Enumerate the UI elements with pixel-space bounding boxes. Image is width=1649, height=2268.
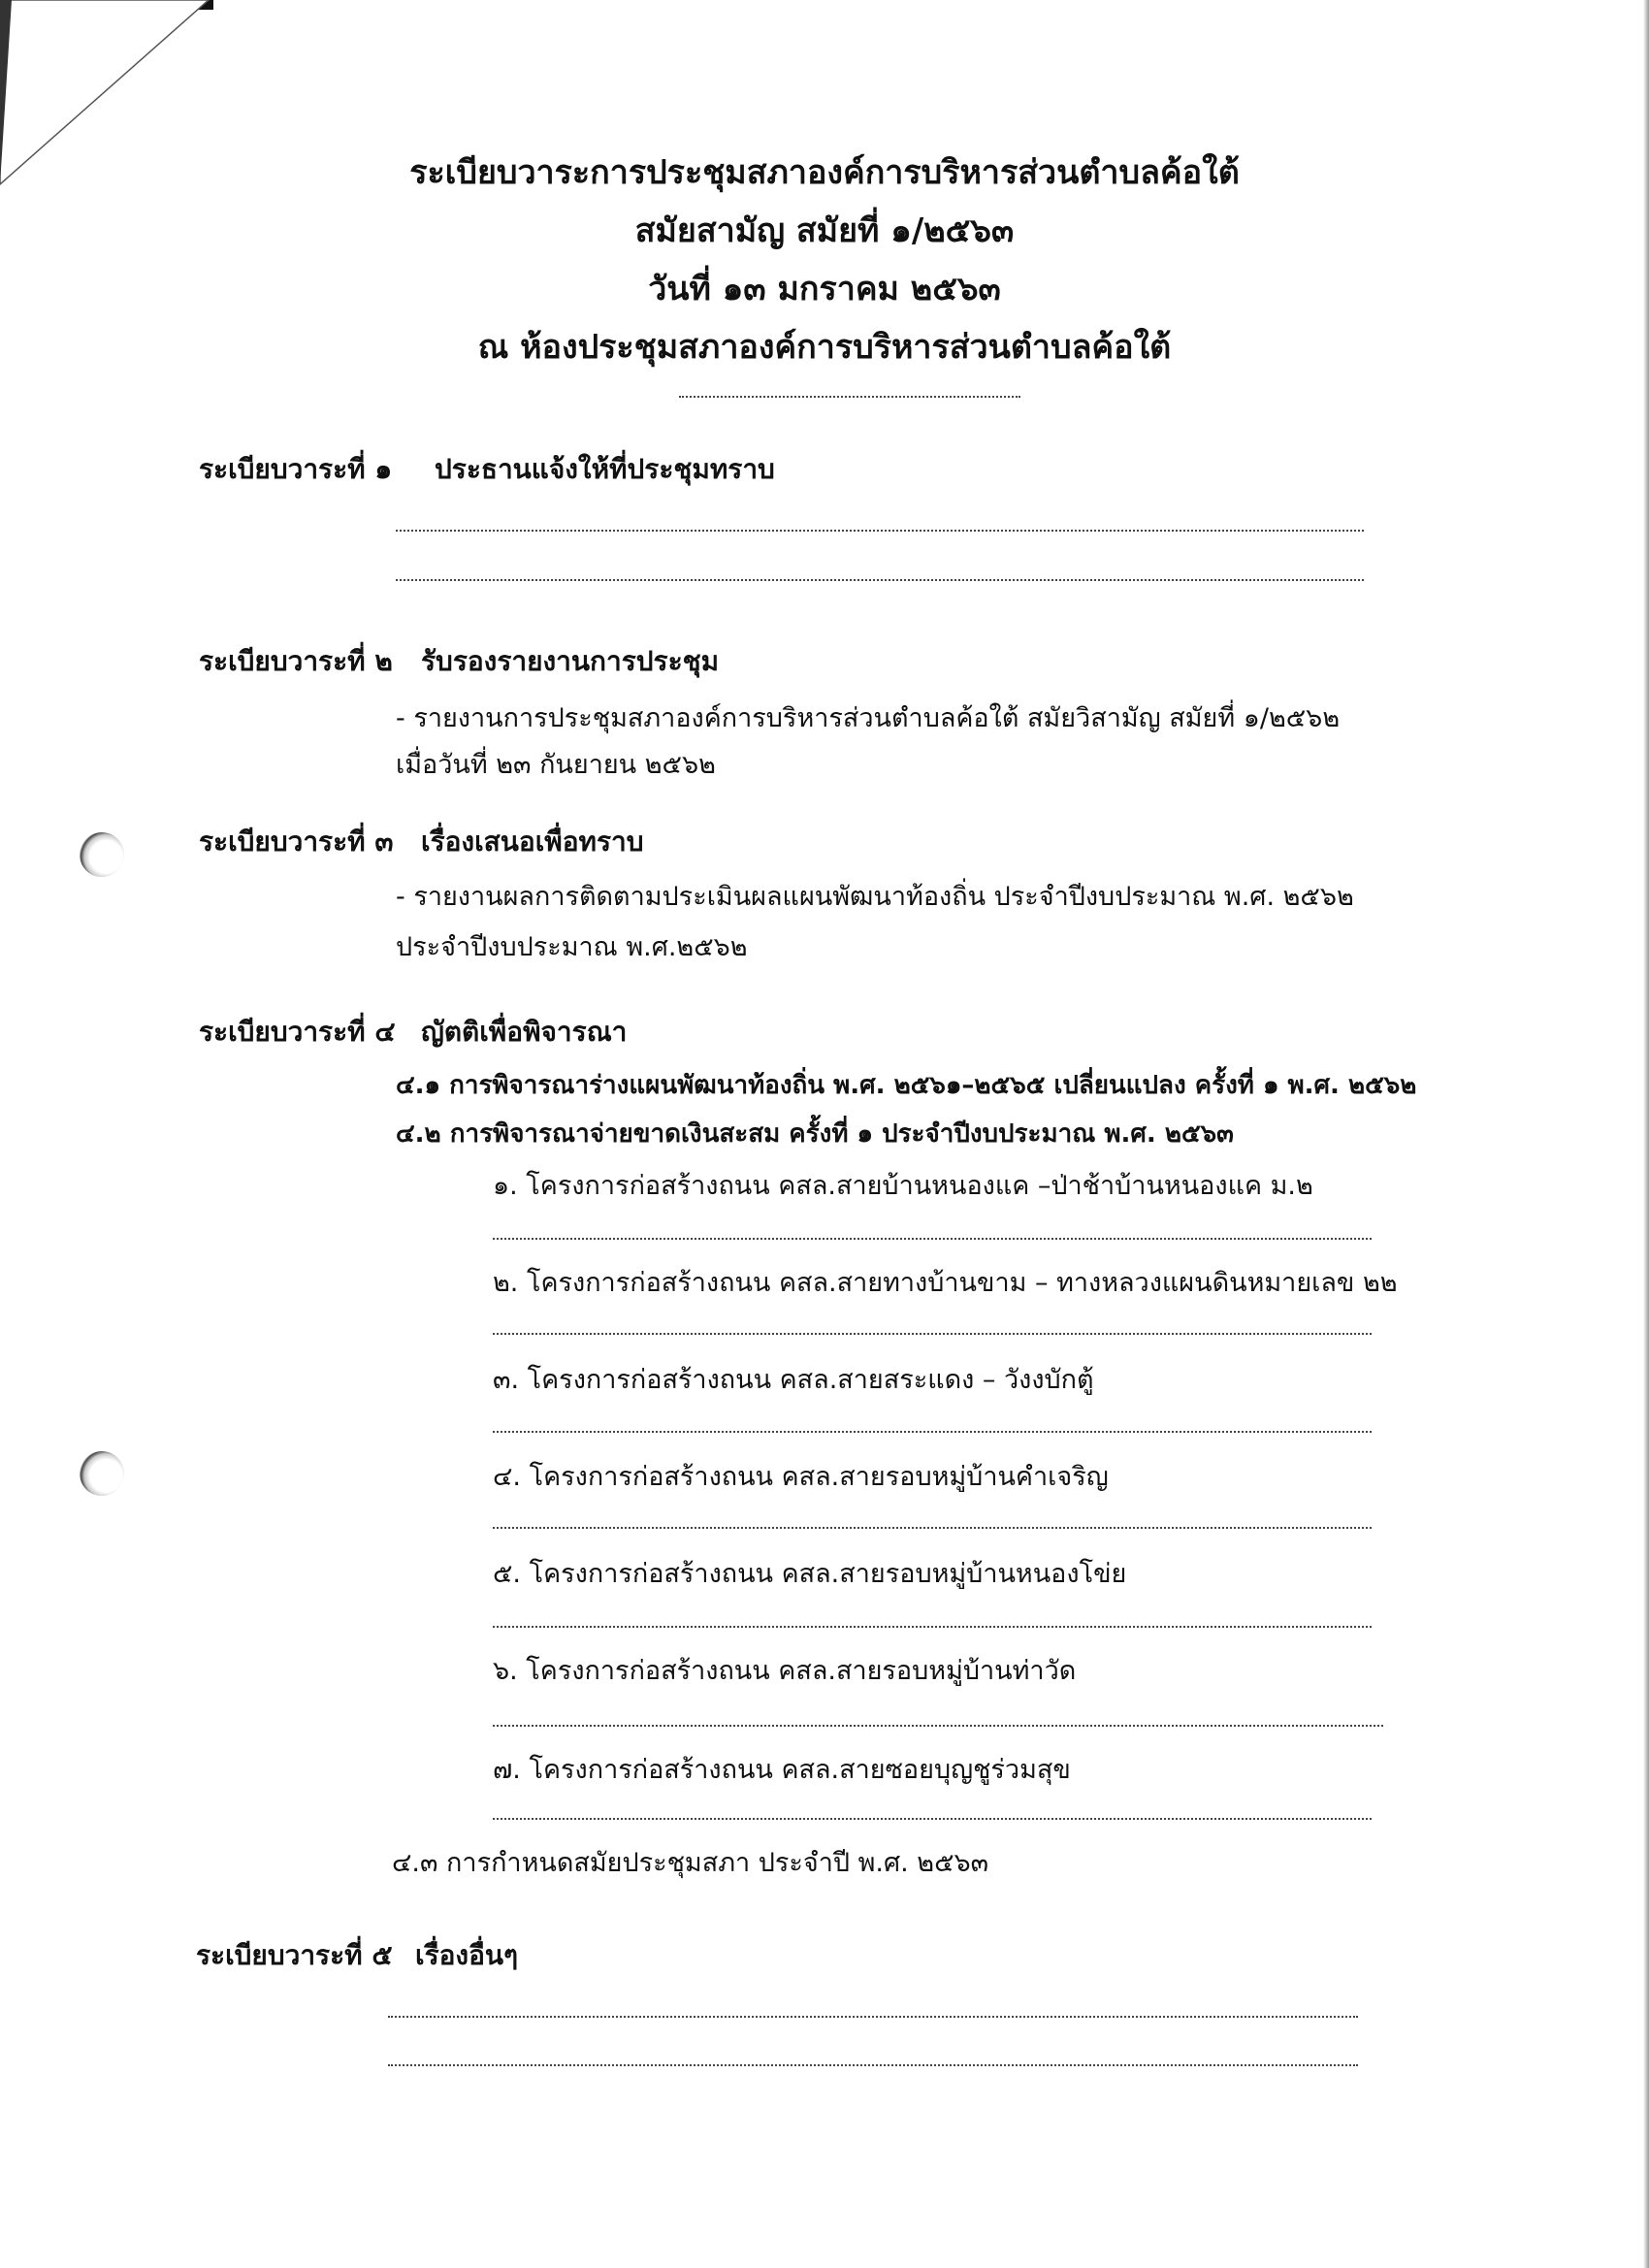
- project-blank-line-1: [493, 1238, 1372, 1240]
- project-item-2: ๒. โครงการก่อสร้างถนน คสล.สายทางบ้านขาม – ทางหลวงแผนดินหมายเลข ๒๒: [493, 1268, 1398, 1298]
- project-blank-line-2: [493, 1333, 1372, 1335]
- agenda1-blank-line-2: [396, 579, 1364, 581]
- project-item-6: ๖. โครงการก่อสร้างถนน คสล.สายรอบหมู่บ้านท่าวัด: [493, 1656, 1077, 1686]
- agenda1-blank-line-1: [396, 530, 1364, 532]
- agenda3-label: ระเบียบวาระที่ ๓: [199, 826, 394, 858]
- agenda4-title: ญัตติเพื่อพิจารณา: [421, 1016, 628, 1048]
- project-blank-line-3: [493, 1431, 1372, 1433]
- agenda3-detail-line1: - รายงานผลการติดตามประเมินผลแผนพัฒนาท้องถิ่น ประจำปีงบประมาณ พ.ศ. ๒๕๖๒: [396, 882, 1354, 912]
- agenda4-item3: ๔.๓ การกำหนดสมัยประชุมสภา ประจำปี พ.ศ. ๒๕๖๓: [392, 1848, 989, 1878]
- project-blank-line-6: [493, 1725, 1383, 1727]
- project-blank-line-5: [493, 1626, 1372, 1628]
- agenda2-detail-line1: - รายงานการประชุมสภาองค์การบริหารส่วนตำบลค้อใต้ สมัยวิสามัญ สมัยที่ ๑/๒๕๖๒: [396, 703, 1341, 733]
- project-item-7: ๗. โครงการก่อสร้างถนน คสล.สายซอยบุญชูร่วมสุข: [493, 1755, 1071, 1785]
- project-blank-line-7: [493, 1818, 1372, 1820]
- agenda1-title: ประธานแจ้งให้ที่ประชุมทราบ: [435, 453, 775, 485]
- project-item-5: ๕. โครงการก่อสร้างถนน คสล.สายรอบหมู่บ้านหนองโข่ย: [493, 1559, 1127, 1589]
- agenda4-label: ระเบียบวาระที่ ๔: [199, 1016, 396, 1048]
- agenda2-title: รับรองรายงานการประชุม: [421, 645, 720, 677]
- header-session: สมัยสามัญ สมัยที่ ๑/๒๕๖๓: [634, 211, 1015, 250]
- header-divider: [679, 396, 1020, 398]
- agenda2-label: ระเบียบวาระที่ ๒: [199, 645, 393, 677]
- agenda2-detail-line2: เมื่อวันที่ ๒๓ กันยายน ๒๕๖๒: [396, 750, 716, 780]
- agenda5-blank-line-1: [388, 2016, 1358, 2018]
- project-item-1: ๑. โครงการก่อสร้างถนน คสล.สายบ้านหนองแค –ป่าช้าบ้านหนองแค ม.๒: [493, 1171, 1313, 1201]
- agenda5-blank-line-2: [388, 2064, 1358, 2066]
- project-item-3: ๓. โครงการก่อสร้างถนน คสล.สายสระแดง – วังงบักตู้: [493, 1365, 1094, 1395]
- agenda5-label: ระเบียบวาระที่ ๕: [196, 1939, 393, 1971]
- header-title-line1: ระเบียบวาระการประชุมสภาองค์การบริหารส่วนตำบลค้อใต้: [409, 153, 1240, 192]
- punch-hole-bottom: [80, 1451, 124, 1496]
- header-date: วันที่ ๑๓ มกราคม ๒๕๖๓: [648, 270, 1001, 308]
- agenda1-label: ระเบียบวาระที่ ๑: [199, 453, 393, 485]
- agenda5-title: เรื่องอื่นๆ: [415, 1939, 519, 1971]
- agenda3-title: เรื่องเสนอเพื่อทราบ: [421, 826, 644, 858]
- agenda3-detail-line2: ประจำปีงบประมาณ พ.ศ.๒๕๖๒: [396, 932, 748, 962]
- project-blank-line-4: [493, 1527, 1372, 1529]
- punch-hole-top: [80, 832, 124, 877]
- header-venue: ณ ห้องประชุมสภาองค์การบริหารส่วนตำบลค้อใต้: [477, 328, 1172, 367]
- project-item-4: ๔. โครงการก่อสร้างถนน คสล.สายรอบหมู่บ้านคำเจริญ: [493, 1462, 1109, 1492]
- agenda4-item1: ๔.๑ การพิจารณาร่างแผนพัฒนาท้องถิ่น พ.ศ. ๒๕๖๑–๒๕๖๕ เปลี่ยนแปลง ครั้งที่ ๑ พ.ศ. ๒๕๖๒: [396, 1071, 1417, 1100]
- agenda4-item2: ๔.๒ การพิจารณาจ่ายขาดเงินสะสม ครั้งที่ ๑ ประจำปีงบประมาณ พ.ศ. ๒๕๖๓: [396, 1119, 1234, 1149]
